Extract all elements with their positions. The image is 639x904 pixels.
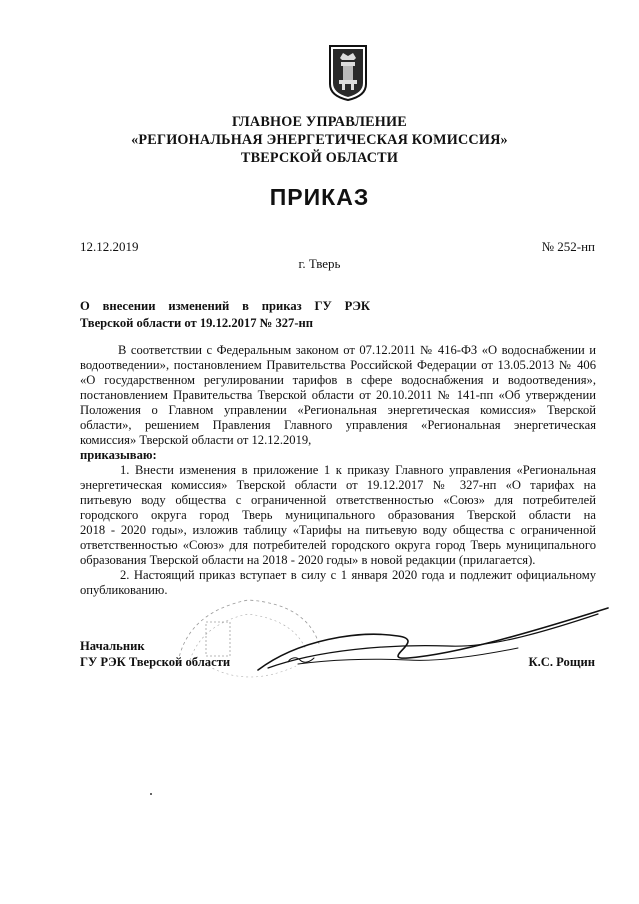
document-title: ПРИКАЗ	[269, 184, 370, 210]
body-line: Положения о Главном управлении «Региональная энергетическая комиссия» Тверской	[80, 403, 596, 417]
body-line: ответственностью «Союз» для потребителей городского округа город Тверь муниципального	[80, 538, 596, 552]
body-line: постановлением Правительства Тверской области от 20.10.2011 № 141-пп «Об утверждении	[80, 388, 596, 402]
signatory-name: К.С. Рощин	[528, 655, 595, 669]
subject-line-1: О внесении изменений в приказ ГУ РЭК	[80, 299, 370, 313]
signatory-position-1: Начальник	[80, 639, 145, 653]
subject-line-2: Тверской области от 19.12.2017 № 327-нп	[80, 316, 314, 330]
scan-speck	[150, 793, 152, 795]
body-line: 1. Внести изменения в приложение 1 к приказу Главного управления «Региональная	[120, 463, 596, 477]
document-city: г. Тверь	[298, 256, 341, 271]
order-word: приказываю:	[80, 448, 157, 462]
body-line: питьевую воду общества с ограниченной ответственностью «Союз» для потребителей	[80, 493, 596, 507]
header-line-3: ТВЕРСКОЙ ОБЛАСТИ	[240, 150, 399, 166]
body-line: городского округа город Тверь муниципального образования Тверской области на	[80, 508, 596, 522]
signatory-position-2: ГУ РЭК Тверской области	[80, 655, 231, 669]
body-line: энергетическая комиссия» Тверской области от 19.12.2017 № 327-нп «О тарифах на	[80, 478, 596, 492]
body-line: 2018 - 2020 годы», изложив таблицу «Тарифы на питьевую воду общества с ограниченной	[80, 523, 596, 537]
body-line: В соответствии с Федеральным законом от 07.12.2011 № 416-ФЗ «О водоснабжении и	[118, 343, 596, 357]
body-line: 2. Настоящий приказ вступает в силу с 1 января 2020 года и подлежит официальному	[120, 568, 596, 582]
document-date: 12.12.2019	[80, 239, 139, 254]
coat-of-arms-icon	[328, 44, 368, 102]
document-number: № 252-нп	[541, 239, 595, 254]
header-line-1: ГЛАВНОЕ УПРАВЛЕНИЕ	[232, 114, 407, 130]
organization-header	[60, 113, 579, 167]
body-line: комиссия» Тверской области от 12.12.2019,	[80, 433, 312, 447]
body-line: образования Тверской области на 2018 - 2020 годы» в новой редакции (прилагается).	[80, 553, 536, 567]
body-line: «О государственном регулировании тарифов в сфере водоснабжения и водоотведения»,	[80, 373, 596, 387]
handwritten-signature-icon	[238, 600, 628, 690]
body-line: опубликованию.	[80, 583, 168, 597]
body-line: водоотведении», постановлением Правительства Российской Федерации от 13.05.2013 № 406	[80, 358, 596, 372]
document-subject	[80, 298, 370, 332]
header-line-2: «РЕГИОНАЛЬНАЯ ЭНЕРГЕТИЧЕСКАЯ КОМИССИЯ»	[131, 132, 508, 148]
body-line: области», решением Правления Главного управления «Региональная энергетическая	[80, 418, 596, 432]
